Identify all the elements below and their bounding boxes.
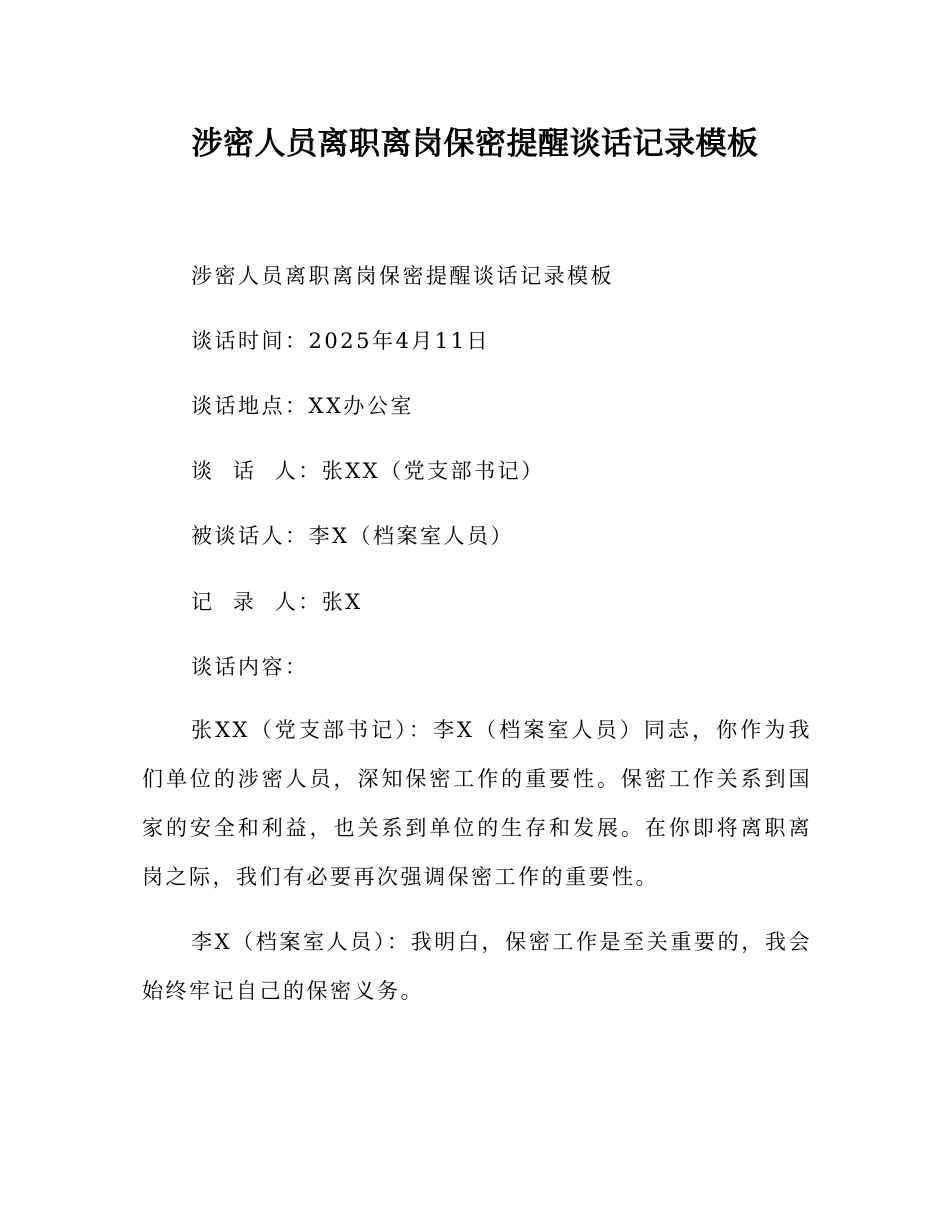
document-subtitle: 涉密人员离职离岗保密提醒谈话记录模板 <box>191 264 614 288</box>
document-title: 涉密人员离职离岗保密提醒谈话记录模板 <box>191 126 759 162</box>
talk-place-field: 谈话地点：XX办公室 <box>191 394 414 418</box>
content-heading: 谈话内容： <box>191 655 309 679</box>
dialogue-paragraph-2: 李X（档案室人员）：我明白，保密工作是至关重要的，我会始终牢记自己的保密义务。 <box>142 930 812 1003</box>
interviewee-field: 被谈话人：李X（档案室人员） <box>191 524 514 548</box>
recorder-field: 记 录 人：张X <box>191 590 363 614</box>
talk-time-field: 谈话时间：2025年4月11日 <box>191 329 491 353</box>
dialogue-paragraph-1: 张XX（党支部书记）：李X（档案室人员）同志，你作为我们单位的涉密人员，深知保密工作的重要性。保密工作关系到国家的安全和利益，也关系到单位的生存和发展。在你即将离职离岗之际，我们有必要再次强调保密工作的重要性。 <box>142 718 812 889</box>
interviewer-field: 谈 话 人：张XX（党支部书记） <box>191 459 545 483</box>
